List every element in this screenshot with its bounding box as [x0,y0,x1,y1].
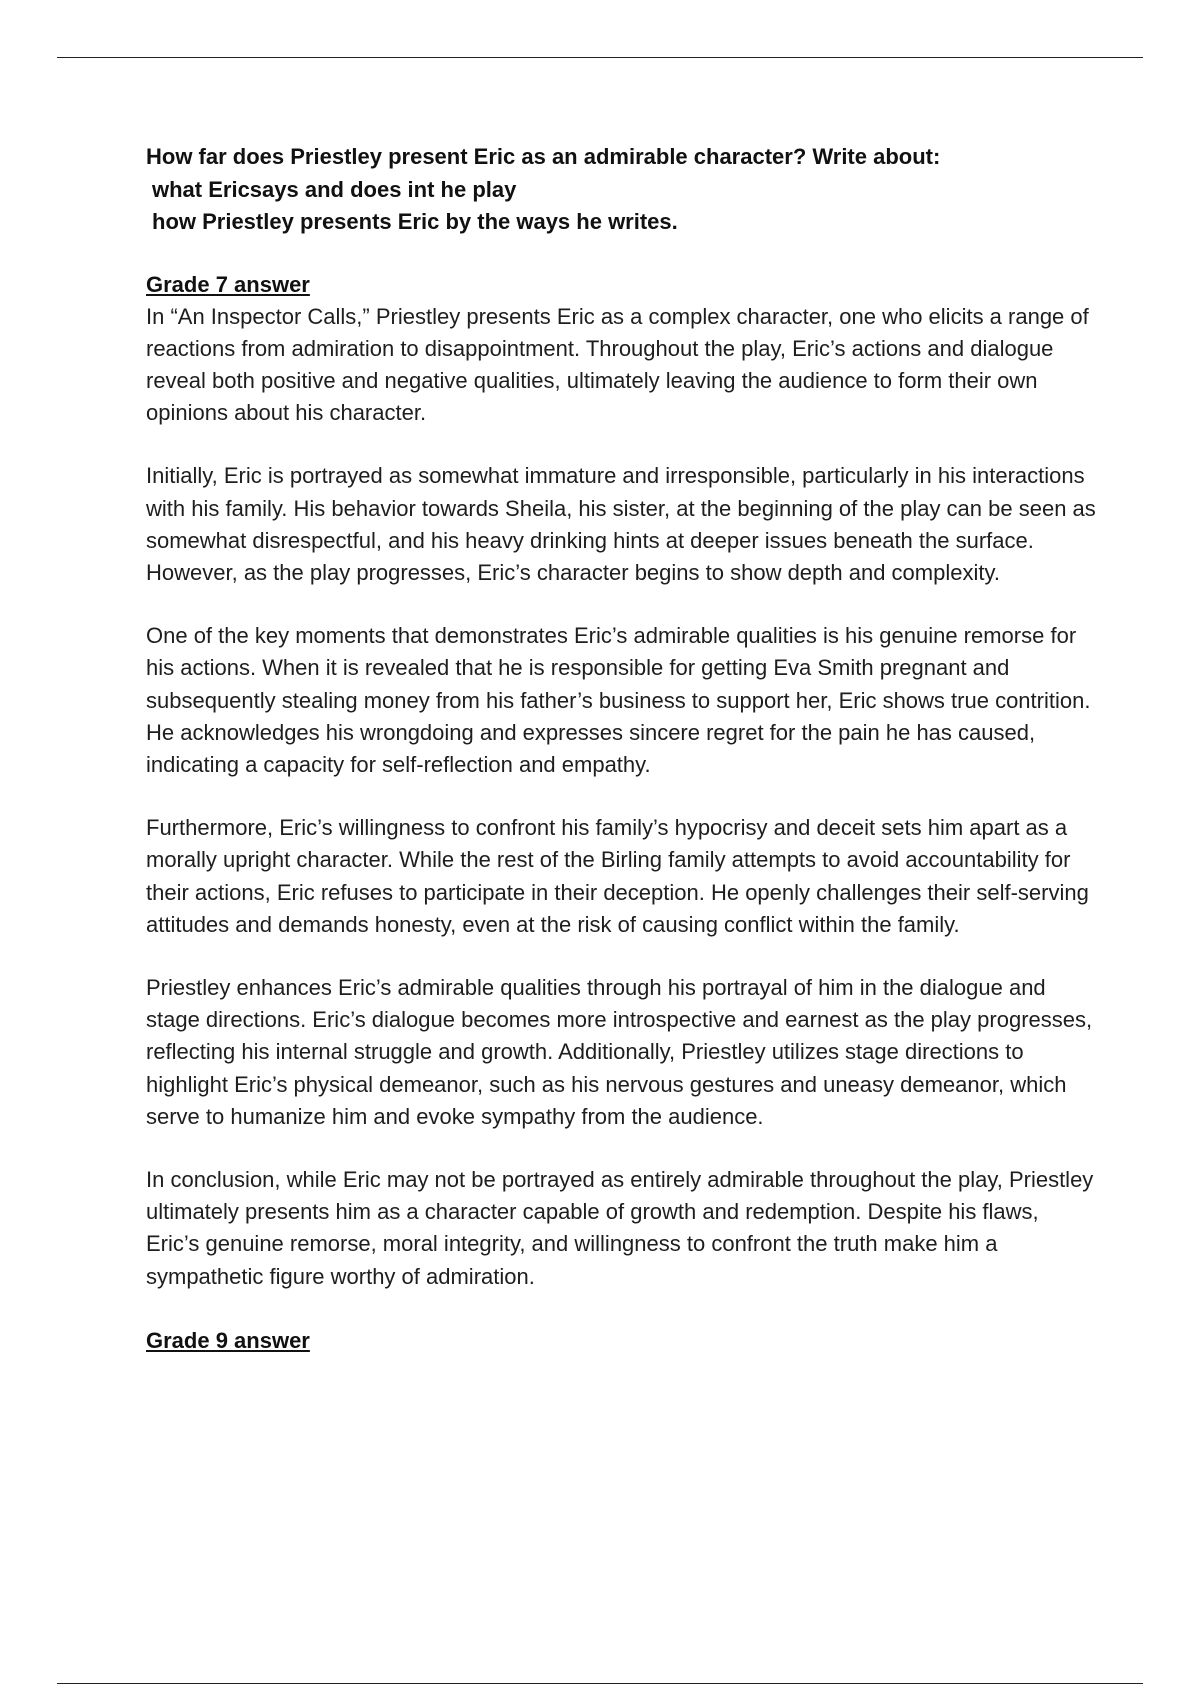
document-body [146,141,1096,1357]
answer-paragraph: Initially, Eric is portrayed as somewhat immature and irresponsible, particularly in his interactions with his family. His behavior towards Sheila, his sister, at the beginning of the play can be seen as somewhat disrespectful, and his heavy drinking hints at deeper issues beneath the surface. However, as the play progresses, Eric’s character begins to show depth and complexity. [146,463,1096,585]
question-line-2: what Ericsays and does int he play [152,176,517,202]
grade-7-heading: Grade 7 answer [146,271,310,297]
answer-paragraph: In conclusion, while Eric may not be portrayed as entirely admirable throughout the play, Priestley ultimately presents him as a character capable of growth and redemption. Despite his flaws, Eric’s genuine remorse, moral integrity, and willingness to confront the truth make him a sympathetic figure worthy of admiration. [146,1166,1094,1289]
header-rule [57,57,1143,58]
essay-question [146,141,1096,239]
answer-paragraph: Furthermore, Eric’s willingness to confront his family’s hypocrisy and deceit sets him apart as a morally upright character. While the rest of the Birling family attempts to avoid accountability for their actions, Eric refuses to participate in their deception. He openly challenges their self-serving attitudes and demands honesty, even at the risk of causing conflict within the family. [146,815,1089,937]
answer-paragraph: One of the key moments that demonstrates Eric’s admirable qualities is his genuine remorse for his actions. When it is revealed that he is responsible for getting Eva Smith pregnant and subsequently stealing money from his father’s business to support her, Eric shows true contrition. He acknowledges his wrongdoing and expresses sincere regret for the pain he has caused, indicating a capacity for self-reflection and empathy. [146,623,1091,777]
question-line-3: how Priestley presents Eric by the ways he writes. [152,209,678,234]
grade-9-heading: Grade 9 answer [146,1327,310,1353]
grade-7-answer [146,301,1096,1293]
answer-paragraph: Priestley enhances Eric’s admirable qualities through his portrayal of him in the dialogue and stage directions. Eric’s dialogue becomes more introspective and earnest as the play progresses, reflecting his internal struggle and growth. Additionally, Priestley utilizes stage directions to highlight Eric’s physical demeanor, such as his nervous gestures and uneasy demeanor, which serve to humanize him and evoke sympathy from the audience. [146,974,1093,1129]
footer-rule [57,1683,1143,1684]
answer-paragraph: In “An Inspector Calls,” Priestley presents Eric as a complex character, one who elicits a range of reactions from admiration to disappointment. Throughout the play, Eric’s actions and dialogue reveal both positive and negative qualities, ultimately leaving the audience to form their own opinions about his character. [146,303,1089,426]
question-line-1: How far does Priestley present Eric as an admirable character? Write about: [146,144,941,169]
